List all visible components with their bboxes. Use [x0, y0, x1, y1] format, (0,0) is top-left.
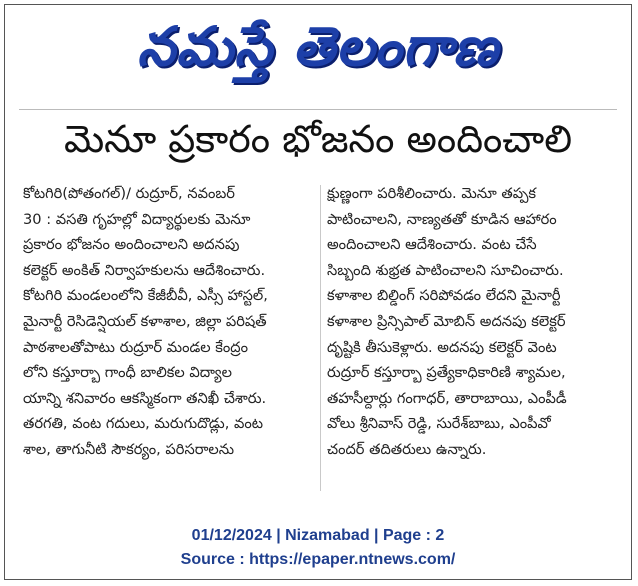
article-headline: మెనూ ప్రకారం భోజనం అందించాలి: [63, 117, 573, 161]
source-link[interactable]: Source : https://epaper.ntnews.com/: [180, 551, 456, 568]
article-line: పాటించాలని, నాణ్యతతో కూడిన ఆహారం: [327, 210, 557, 228]
article-line: శాల, తాగునీటి సౌకర్యం, పరిసరాలను: [23, 440, 235, 458]
article-line: దృష్టికి తీసుకెళ్లారు. అదనపు కలెక్టర్ వెంట: [327, 338, 557, 356]
article-line: తరగతి, వంట గదులు, మరుగుదొడ్లు, వంట: [23, 415, 264, 433]
article-line: మైనార్టీ రెసిడెన్షియల్ కళాశాల, జిల్లా పరిషత్: [23, 312, 267, 330]
column-divider: [320, 185, 321, 491]
epaper-clipping: [4, 4, 632, 580]
newspaper-logo: నమస్తే తెలంగాణ: [137, 15, 499, 78]
article-line: రుద్రూర్ కస్తూర్బా ప్రత్యేకాధికారిణి శ్యామల,: [327, 364, 566, 382]
article-line: 30 : వసతి గృహల్లో విద్యార్థులకు మెనూ: [23, 210, 251, 228]
article-line: కళాశాల బిల్డింగ్ సరిపోవడం లేదని మైనార్టీ: [327, 287, 561, 305]
article-line: కలెక్టర్ అంకిత్ నిర్వాహకులను ఆదేశించారు.: [23, 261, 266, 279]
article-line: కోటగిరి మండలంలోని కేజీబీవీ, ఎస్సీ హాస్టల్,: [23, 287, 268, 305]
article-line: లోని కస్తూర్బా గాంధీ బాలికల విద్యాల: [23, 364, 232, 382]
article-line: కళాశాల ప్రిన్సిపాల్ మోబిన్ అదనపు కలెక్టర్: [327, 312, 566, 330]
article-line: క్షుణ్ణంగా పరిశీలించారు. మెనూ తప్పక: [327, 185, 537, 202]
masthead-divider: [19, 109, 617, 110]
article-line: అందించాలని ఆదేశించారు. వంట చేసే: [327, 236, 537, 254]
article-line: సిబ్బంది శుభ్రత పాటించాలని సూచించారు.: [327, 261, 564, 279]
article-column-right: [327, 181, 627, 463]
article-line: పాఠశాలతోపాటు రుద్రూర్ మండల కేంద్రం: [23, 338, 248, 356]
article-line: తహసీల్దార్లు గంగాధర్, తారాబాయి, ఎంపీడీ: [327, 389, 567, 407]
article-column-left: [23, 181, 315, 463]
article-line: వోలు శ్రీనివాస్ రెడ్డి, సురేశ్‌బాబు, ఎంపీవో: [327, 415, 551, 433]
publication-date-edition: 01/12/2024 | Nizamabad | Page : 2: [191, 527, 445, 544]
cropped-text-fragment: [65, 501, 585, 511]
clipping-footer: [5, 524, 631, 572]
masthead: [5, 9, 631, 89]
article-line: యాన్ని శనివారం ఆకస్మికంగా తనిఖీ చేశారు.: [23, 389, 267, 407]
article-line: చందర్ తదితరులు ఉన్నారు.: [327, 440, 487, 458]
article-line: కోటగిరి(పోతంగల్)/ రుద్రూర్, నవంబర్: [23, 185, 235, 202]
article-line: ప్రకారం భోజనం అందించాలని అదనపు: [23, 236, 240, 254]
